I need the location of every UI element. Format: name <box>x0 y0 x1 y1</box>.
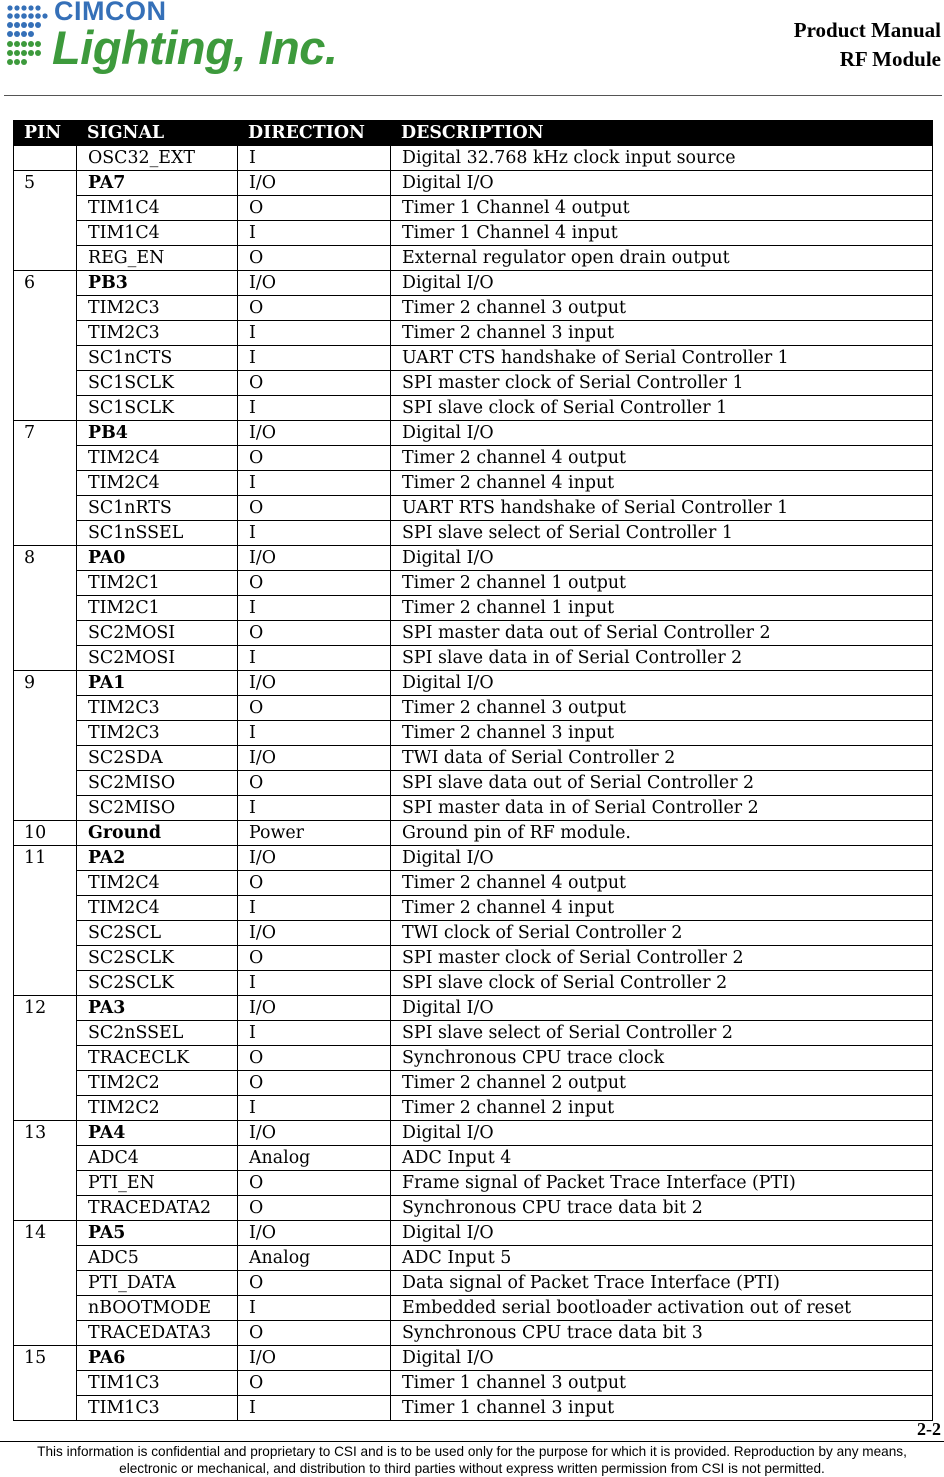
signal-cell: PB3 <box>77 271 238 296</box>
table-row <box>14 771 933 796</box>
direction-cell: I/O <box>238 1121 391 1146</box>
direction-cell: O <box>238 946 391 971</box>
description-cell: Digital I/O <box>391 421 933 446</box>
table-row <box>14 346 933 371</box>
logo-text-bottom: Lighting, Inc. <box>52 21 338 74</box>
description-cell: Synchronous CPU trace data bit 2 <box>391 1196 933 1221</box>
direction-cell: I/O <box>238 421 391 446</box>
table-row <box>14 1146 933 1171</box>
direction-cell: I <box>238 596 391 621</box>
table-row <box>14 646 933 671</box>
description-cell: Digital I/O <box>391 846 933 871</box>
description-cell: Digital I/O <box>391 171 933 196</box>
signal-cell: TIM2C1 <box>77 596 238 621</box>
signal-cell: TIM2C3 <box>77 296 238 321</box>
direction-cell: I <box>238 721 391 746</box>
col-header-pin: PIN <box>14 121 77 146</box>
description-cell: Timer 2 channel 2 input <box>391 1096 933 1121</box>
signal-cell: SC2MOSI <box>77 621 238 646</box>
footer-line-1: This information is confidential and proprietary to CSI and is to be used only for the purpose for which it is provided. Reproduction by any means, <box>37 1444 907 1459</box>
table-row <box>14 1196 933 1221</box>
description-cell: Timer 1 channel 3 input <box>391 1396 933 1421</box>
pin-number-cell: 7 <box>14 421 77 546</box>
signal-cell: PA5 <box>77 1221 238 1246</box>
signal-cell: TRACEDATA3 <box>77 1321 238 1346</box>
signal-cell: PA7 <box>77 171 238 196</box>
signal-cell: TIM2C4 <box>77 871 238 896</box>
table-row <box>14 896 933 921</box>
pin-number-cell: 5 <box>14 171 77 271</box>
signal-cell: PA3 <box>77 996 238 1021</box>
col-header-description: DESCRIPTION <box>391 121 933 146</box>
description-cell: Timer 2 channel 4 output <box>391 446 933 471</box>
signal-cell: TIM2C3 <box>77 321 238 346</box>
description-cell: ADC Input 5 <box>391 1246 933 1271</box>
table-row <box>14 246 933 271</box>
direction-cell: I <box>238 471 391 496</box>
pin-number-cell: 13 <box>14 1121 77 1221</box>
table-row <box>14 621 933 646</box>
description-cell: Ground pin of RF module. <box>391 821 933 846</box>
direction-cell: Power <box>238 821 391 846</box>
description-cell: UART CTS handshake of Serial Controller 1 <box>391 346 933 371</box>
table-row <box>14 471 933 496</box>
signal-cell: SC2MISO <box>77 796 238 821</box>
description-cell: Digital I/O <box>391 996 933 1021</box>
signal-cell: PA1 <box>77 671 238 696</box>
description-cell: Digital I/O <box>391 546 933 571</box>
direction-cell: I <box>238 646 391 671</box>
description-cell: Timer 2 channel 4 input <box>391 471 933 496</box>
direction-cell: I/O <box>238 846 391 871</box>
signal-cell: SC1SCLK <box>77 396 238 421</box>
pin-number-cell: 12 <box>14 996 77 1121</box>
table-row <box>14 946 933 971</box>
description-cell: ADC Input 4 <box>391 1146 933 1171</box>
description-cell: Digital I/O <box>391 1221 933 1246</box>
table-row <box>14 396 933 421</box>
signal-cell: PA2 <box>77 846 238 871</box>
direction-cell: I <box>238 346 391 371</box>
signal-cell: TIM2C2 <box>77 1096 238 1121</box>
description-cell: SPI master data in of Serial Controller 2 <box>391 796 933 821</box>
signal-cell: SC2SDA <box>77 746 238 771</box>
table-row <box>14 1021 933 1046</box>
direction-cell: I <box>238 521 391 546</box>
signal-cell: TIM2C4 <box>77 446 238 471</box>
direction-cell: O <box>238 1271 391 1296</box>
direction-cell: I/O <box>238 921 391 946</box>
signal-cell: Ground <box>77 821 238 846</box>
signal-cell: PA6 <box>77 1346 238 1371</box>
description-cell: External regulator open drain output <box>391 246 933 271</box>
description-cell: Timer 2 channel 3 input <box>391 321 933 346</box>
direction-cell: O <box>238 771 391 796</box>
signal-cell: TIM2C1 <box>77 571 238 596</box>
table-row <box>14 871 933 896</box>
pin-number-cell: 15 <box>14 1346 77 1421</box>
table-row <box>14 521 933 546</box>
table-row <box>14 1271 933 1296</box>
table-row <box>14 1296 933 1321</box>
description-cell: Digital I/O <box>391 1346 933 1371</box>
pin-number-cell <box>14 146 77 171</box>
description-cell: Timer 2 channel 3 input <box>391 721 933 746</box>
description-cell: Embedded serial bootloader activation out of reset <box>391 1296 933 1321</box>
description-cell: Timer 1 channel 3 output <box>391 1371 933 1396</box>
table-row <box>14 1171 933 1196</box>
table-row <box>14 1246 933 1271</box>
description-cell: Timer 2 channel 3 output <box>391 696 933 721</box>
description-cell: SPI slave clock of Serial Controller 2 <box>391 971 933 996</box>
footer-line-2: electronic or mechanical, and distribution to third parties without express written permission from CSI is not permitted. <box>119 1461 825 1476</box>
table-row <box>14 696 933 721</box>
direction-cell: I/O <box>238 996 391 1021</box>
description-cell: SPI master clock of Serial Controller 2 <box>391 946 933 971</box>
table-row <box>14 446 933 471</box>
direction-cell: O <box>238 246 391 271</box>
direction-cell: O <box>238 1071 391 1096</box>
table-row <box>14 1371 933 1396</box>
direction-cell: I <box>238 321 391 346</box>
description-cell: SPI slave select of Serial Controller 1 <box>391 521 933 546</box>
pin-number-cell: 14 <box>14 1221 77 1346</box>
description-cell: Timer 2 channel 1 output <box>391 571 933 596</box>
table-row <box>14 1221 933 1246</box>
table-row <box>14 796 933 821</box>
table-row <box>14 421 933 446</box>
description-cell: SPI master clock of Serial Controller 1 <box>391 371 933 396</box>
signal-cell: ADC4 <box>77 1146 238 1171</box>
direction-cell: I/O <box>238 271 391 296</box>
direction-cell: O <box>238 871 391 896</box>
direction-cell: Analog <box>238 1246 391 1271</box>
table-row <box>14 921 933 946</box>
description-cell: SPI slave select of Serial Controller 2 <box>391 1021 933 1046</box>
table-row <box>14 1346 933 1371</box>
table-row <box>14 221 933 246</box>
table-row <box>14 296 933 321</box>
col-header-direction: DIRECTION <box>238 121 391 146</box>
signal-cell: TIM2C2 <box>77 1071 238 1096</box>
table-row <box>14 146 933 171</box>
pin-number-cell: 10 <box>14 821 77 846</box>
description-cell: TWI data of Serial Controller 2 <box>391 746 933 771</box>
direction-cell: I <box>238 396 391 421</box>
table-row <box>14 1321 933 1346</box>
table-row <box>14 596 933 621</box>
direction-cell: I <box>238 1296 391 1321</box>
table-row <box>14 196 933 221</box>
logo-dots-icon <box>4 2 50 68</box>
pin-number-cell: 8 <box>14 546 77 671</box>
title-line-2: RF Module <box>839 47 941 71</box>
description-cell: Timer 1 Channel 4 input <box>391 221 933 246</box>
table-row <box>14 546 933 571</box>
direction-cell: O <box>238 446 391 471</box>
direction-cell: I/O <box>238 671 391 696</box>
table-row <box>14 971 933 996</box>
signal-cell: SC1SCLK <box>77 371 238 396</box>
direction-cell: O <box>238 1171 391 1196</box>
confidentiality-notice <box>0 1443 944 1477</box>
table-row <box>14 571 933 596</box>
signal-cell: nBOOTMODE <box>77 1296 238 1321</box>
description-cell: Data signal of Packet Trace Interface (PTI) <box>391 1271 933 1296</box>
description-cell: SPI slave clock of Serial Controller 1 <box>391 396 933 421</box>
footer-divider <box>0 1441 944 1442</box>
pin-number-cell: 6 <box>14 271 77 421</box>
description-cell: Timer 1 Channel 4 output <box>391 196 933 221</box>
direction-cell: I <box>238 1021 391 1046</box>
signal-cell: TIM1C3 <box>77 1371 238 1396</box>
table-row <box>14 371 933 396</box>
page-number: 2-2 <box>917 1419 941 1439</box>
signal-cell: TIM2C3 <box>77 721 238 746</box>
signal-cell: SC1nRTS <box>77 496 238 521</box>
direction-cell: I <box>238 221 391 246</box>
document-title <box>794 16 941 74</box>
signal-cell: SC1nCTS <box>77 346 238 371</box>
description-cell: SPI master data out of Serial Controller 2 <box>391 621 933 646</box>
signal-cell: PB4 <box>77 421 238 446</box>
header-divider <box>4 95 942 96</box>
signal-cell: SC2MISO <box>77 771 238 796</box>
signal-cell: SC2SCLK <box>77 946 238 971</box>
direction-cell: O <box>238 1371 391 1396</box>
table-row <box>14 721 933 746</box>
col-header-signal: SIGNAL <box>77 121 238 146</box>
table-row <box>14 1121 933 1146</box>
table-row <box>14 1071 933 1096</box>
description-cell: SPI slave data out of Serial Controller 2 <box>391 771 933 796</box>
direction-cell: I/O <box>238 546 391 571</box>
table-row <box>14 321 933 346</box>
description-cell: Frame signal of Packet Trace Interface (PTI) <box>391 1171 933 1196</box>
description-cell: Synchronous CPU trace clock <box>391 1046 933 1071</box>
signal-cell: TRACECLK <box>77 1046 238 1071</box>
direction-cell: O <box>238 296 391 321</box>
pin-table <box>13 120 933 1421</box>
direction-cell: Analog <box>238 1146 391 1171</box>
signal-cell: PTI_DATA <box>77 1271 238 1296</box>
signal-cell: ADC5 <box>77 1246 238 1271</box>
signal-cell: TIM1C4 <box>77 221 238 246</box>
table-row <box>14 671 933 696</box>
table-header-row <box>14 121 933 146</box>
description-cell: Digital 32.768 kHz clock input source <box>391 146 933 171</box>
description-cell: Timer 2 channel 3 output <box>391 296 933 321</box>
table-row <box>14 171 933 196</box>
signal-cell: TIM2C3 <box>77 696 238 721</box>
table-row <box>14 746 933 771</box>
direction-cell: I <box>238 1396 391 1421</box>
direction-cell: I <box>238 971 391 996</box>
description-cell: Synchronous CPU trace data bit 3 <box>391 1321 933 1346</box>
direction-cell: I/O <box>238 1346 391 1371</box>
direction-cell: I/O <box>238 746 391 771</box>
company-logo <box>4 0 338 80</box>
description-cell: Timer 2 channel 2 output <box>391 1071 933 1096</box>
signal-cell: SC2MOSI <box>77 646 238 671</box>
signal-cell: SC2SCL <box>77 921 238 946</box>
signal-cell: PTI_EN <box>77 1171 238 1196</box>
direction-cell: O <box>238 1321 391 1346</box>
signal-cell: TIM1C4 <box>77 196 238 221</box>
description-cell: Timer 2 channel 4 output <box>391 871 933 896</box>
title-line-1: Product Manual <box>793 18 941 42</box>
direction-cell: I <box>238 1096 391 1121</box>
signal-cell: SC2nSSEL <box>77 1021 238 1046</box>
direction-cell: O <box>238 496 391 521</box>
table-row <box>14 846 933 871</box>
signal-cell: SC2SCLK <box>77 971 238 996</box>
direction-cell: O <box>238 1046 391 1071</box>
table-row <box>14 1396 933 1421</box>
direction-cell: I/O <box>238 1221 391 1246</box>
signal-cell: PA4 <box>77 1121 238 1146</box>
table-row <box>14 821 933 846</box>
direction-cell: I <box>238 896 391 921</box>
table-row <box>14 496 933 521</box>
signal-cell: PA0 <box>77 546 238 571</box>
table-row <box>14 996 933 1021</box>
logo-text-top: CIMCON <box>54 0 167 26</box>
direction-cell: I <box>238 146 391 171</box>
description-cell: SPI slave data in of Serial Controller 2 <box>391 646 933 671</box>
signal-cell: SC1nSSEL <box>77 521 238 546</box>
signal-cell: TIM1C3 <box>77 1396 238 1421</box>
direction-cell: I <box>238 796 391 821</box>
description-cell: Timer 2 channel 1 input <box>391 596 933 621</box>
description-cell: Digital I/O <box>391 1121 933 1146</box>
direction-cell: O <box>238 571 391 596</box>
description-cell: TWI clock of Serial Controller 2 <box>391 921 933 946</box>
description-cell: Digital I/O <box>391 271 933 296</box>
direction-cell: I/O <box>238 171 391 196</box>
signal-cell: TRACEDATA2 <box>77 1196 238 1221</box>
description-cell: Digital I/O <box>391 671 933 696</box>
table-row <box>14 1046 933 1071</box>
direction-cell: O <box>238 621 391 646</box>
direction-cell: O <box>238 696 391 721</box>
signal-cell: OSC32_EXT <box>77 146 238 171</box>
table-row <box>14 271 933 296</box>
description-cell: Timer 2 channel 4 input <box>391 896 933 921</box>
description-cell: UART RTS handshake of Serial Controller 1 <box>391 496 933 521</box>
direction-cell: O <box>238 196 391 221</box>
pin-number-cell: 11 <box>14 846 77 996</box>
table-row <box>14 1096 933 1121</box>
direction-cell: O <box>238 371 391 396</box>
signal-cell: REG_EN <box>77 246 238 271</box>
direction-cell: O <box>238 1196 391 1221</box>
pin-number-cell: 9 <box>14 671 77 821</box>
signal-cell: TIM2C4 <box>77 471 238 496</box>
signal-cell: TIM2C4 <box>77 896 238 921</box>
